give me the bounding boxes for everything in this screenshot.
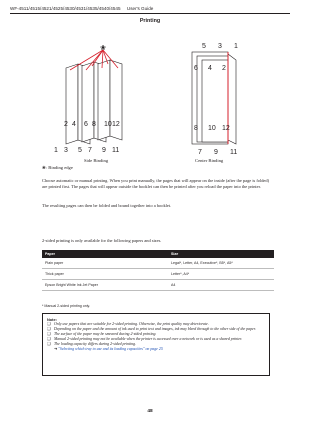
table-row: [42, 258, 274, 269]
center-mid-label: 6: [194, 65, 198, 72]
center-binding-diagram: [172, 40, 262, 160]
note-link-line: [47, 347, 265, 352]
center-lower-label: 12: [222, 125, 230, 132]
side-top-label: 10: [104, 121, 112, 128]
table-row: [42, 269, 274, 280]
note-item: [47, 342, 265, 347]
paper-size-table: [42, 250, 274, 291]
table-row: [42, 280, 274, 291]
checkbox-bullet-icon: ❏: [47, 327, 51, 331]
guide-title: User's Guide: [126, 6, 154, 11]
center-top-label: 5: [202, 43, 206, 50]
center-bottom-label: 9: [214, 149, 218, 156]
side-bottom-label: 9: [102, 147, 106, 154]
note-item-text: Depending on the paper and the amount of ink used to print text and images, ink may bleed through to the other side of the paper.: [54, 327, 256, 331]
side-top-label: 4: [72, 121, 76, 128]
page-number: 48: [147, 409, 153, 414]
checkbox-bullet-icon: ❏: [47, 337, 51, 341]
center-bottom-label: 7: [198, 149, 202, 156]
note-item-text: Only use papers that are suitable for 2-sided printing. Otherwise, the print quality may deteriorate.: [54, 322, 209, 326]
center-binding-caption: Center Binding: [195, 158, 224, 163]
table-cell: Legal*, Letter, A4, Executive*, B5*, A5*: [168, 258, 274, 269]
note-title: Note:: [47, 317, 57, 322]
section-title: Printing: [139, 18, 161, 24]
center-bottom-label: 11: [230, 149, 238, 156]
note-item-text: Manual 2-sided printing may not be available when the printer is accessed over a network or is used as a shared printer.: [54, 337, 243, 341]
center-lower-label: 8: [194, 125, 198, 132]
binding-edge-legend: ❀: Binding edge: [42, 165, 73, 170]
table-cell: Plain paper: [42, 258, 168, 269]
side-binding-caption: Side Binding: [84, 158, 109, 163]
note-item-text: The loading capacity differs during 2-sided printing.: [54, 342, 137, 346]
table-cell: A4: [168, 280, 274, 291]
center-lower-label: 10: [208, 125, 216, 132]
binding-mark-icon: ❀: [100, 44, 106, 52]
table-footnote: * Manual 2-sided printing only.: [42, 304, 91, 308]
loading-capacity-link[interactable]: "Selecting which tray to use and its loading capacities" on page 25: [58, 347, 163, 351]
model-text: WF-4511/4515/4521/4525/4530/4531/4535/4540/4545: [10, 6, 121, 11]
side-bottom-label: 5: [78, 147, 82, 154]
checkbox-bullet-icon: ❏: [47, 332, 51, 336]
note-list: [47, 322, 265, 347]
checkbox-bullet-icon: ❏: [47, 342, 51, 346]
side-bottom-label: 1: [54, 147, 58, 154]
table-header-size: Size: [168, 250, 274, 258]
table-cell: Thick paper: [42, 269, 168, 280]
page-header: [10, 6, 290, 11]
side-binding-diagram: [48, 40, 158, 160]
table-cell: Epson Bright White Ink Jet Paper: [42, 280, 168, 291]
center-top-label: 1: [234, 43, 238, 50]
arrow-right-icon: ➜: [54, 347, 58, 351]
side-top-label: 2: [64, 121, 68, 128]
checkbox-bullet-icon: ❏: [47, 322, 51, 326]
side-bottom-label: 11: [112, 147, 120, 154]
table-header-paper: Paper: [42, 250, 168, 258]
side-bottom-label: 7: [88, 147, 92, 154]
paragraph-print-mode: Choose automatic or manual printing. When you print manually, the pages that will appear on the inside (after the page is folded) are printed first. The pages that will appear outside the booklet can then be printed after you reload the paper into the printer.: [42, 178, 270, 189]
center-mid-label: 4: [208, 65, 212, 72]
note-box: [42, 313, 270, 376]
header-rule: [10, 13, 290, 14]
side-top-label: 12: [112, 121, 120, 128]
table-header-row: [42, 250, 274, 258]
paragraph-availability: 2-sided printing is only available for the following papers and sizes.: [42, 238, 162, 243]
paragraph-fold: The resulting pages can then be folded and bound together into a booklet.: [42, 203, 172, 208]
center-mid-label: 2: [222, 65, 226, 72]
center-top-label: 3: [218, 43, 222, 50]
side-bottom-label: 3: [64, 147, 68, 154]
note-item-text: The surface of the paper may be smeared during 2-sided printing.: [54, 332, 157, 336]
side-top-label: 8: [92, 121, 96, 128]
table-cell: Letter*, A4*: [168, 269, 274, 280]
side-top-label: 6: [84, 121, 88, 128]
